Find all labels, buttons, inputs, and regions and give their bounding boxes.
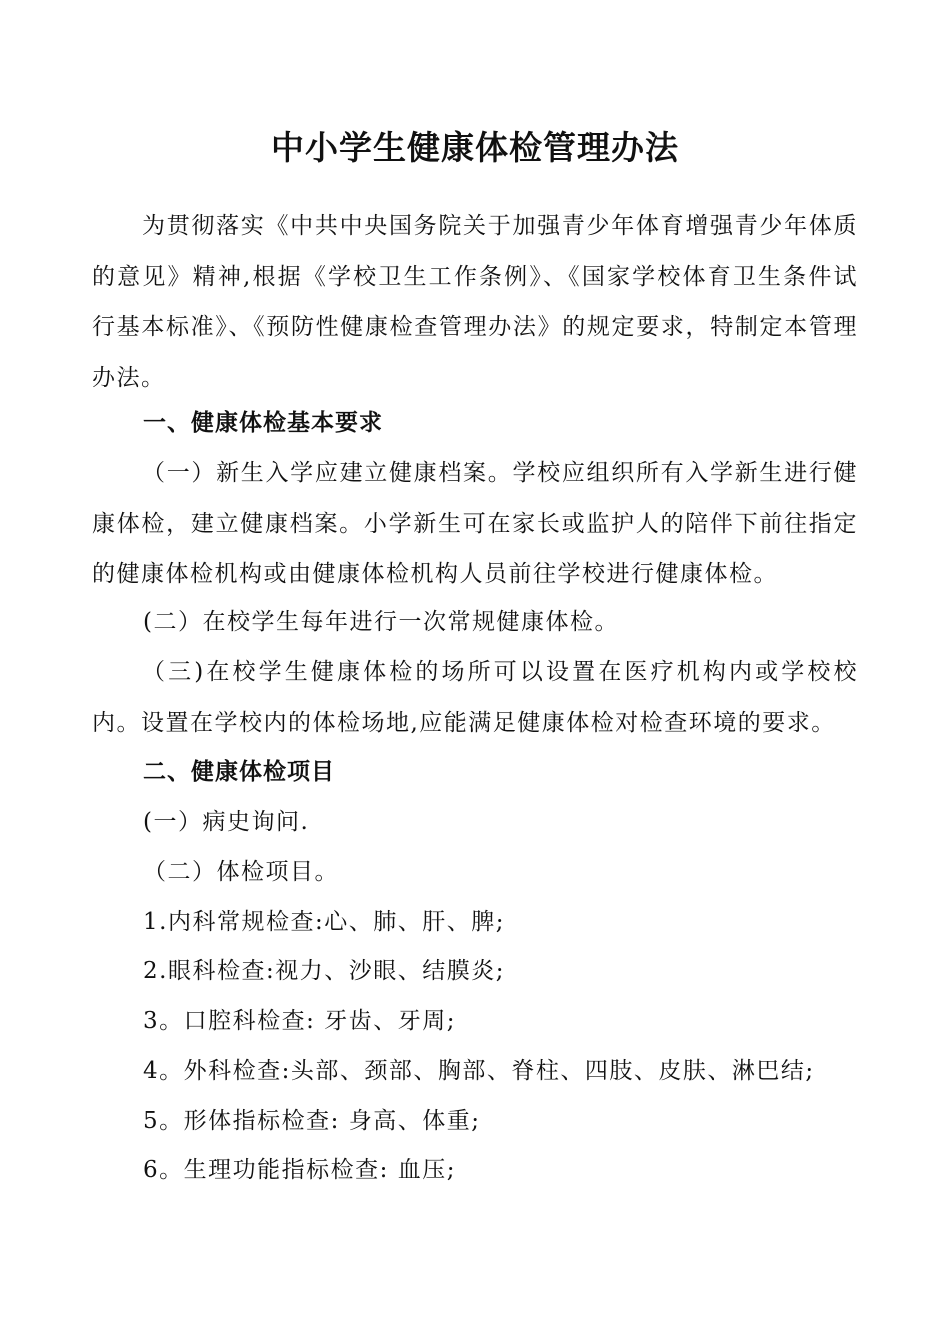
section2-item2: （二）体检项目。	[143, 859, 339, 885]
intro-paragraph: 为贯彻落实《中共中央国务院关于加强青少年体育增强青少年体质的意见》精神,根据《学校卫生工作条例》、《国家学校体育卫生条件试行基本标准》、《预防性健康检查管理办法》的规定要求，特制定本管理办法。	[92, 213, 858, 391]
section2-heading: 二、健康体检项目	[143, 759, 335, 785]
check-item: 1.内科常规检查:心、肺、肝、脾;	[143, 909, 505, 935]
section1-item1-paragraph: （一）新生入学应建立健康档案。学校应组织所有入学新生进行健康体检，建立健康档案。小学新生可在家长或监护人的陪伴下前往指定的健康体检机构或由健康体检机构人员前往学校进行健康体检。	[92, 460, 858, 587]
section2-item1: (一）病史询问.	[143, 809, 310, 835]
section1-item3-paragraph: （三)在校学生健康体检的场所可以设置在医疗机构内或学校校内。设置在学校内的体检场地,应能满足健康体检对检查环境的要求。	[92, 659, 858, 736]
section1-heading: 一、健康体检基本要求	[143, 410, 383, 436]
check-item: 2.眼科检查:视力、沙眼、结膜炎;	[143, 958, 505, 984]
check-item: 6。生理功能指标检查: 血压;	[143, 1157, 456, 1183]
check-item: 3。口腔科检查: 牙齿、牙周;	[143, 1008, 456, 1034]
document-title: 中小学生健康体检管理办法	[271, 128, 679, 167]
section1-item2: (二）在校学生每年进行一次常规健康体检。	[143, 609, 619, 635]
check-item: 5。形体指标检查: 身高、体重;	[143, 1108, 481, 1134]
check-item: 4。外科检查:头部、颈部、胸部、脊柱、四肢、皮肤、淋巴结;	[143, 1058, 815, 1084]
